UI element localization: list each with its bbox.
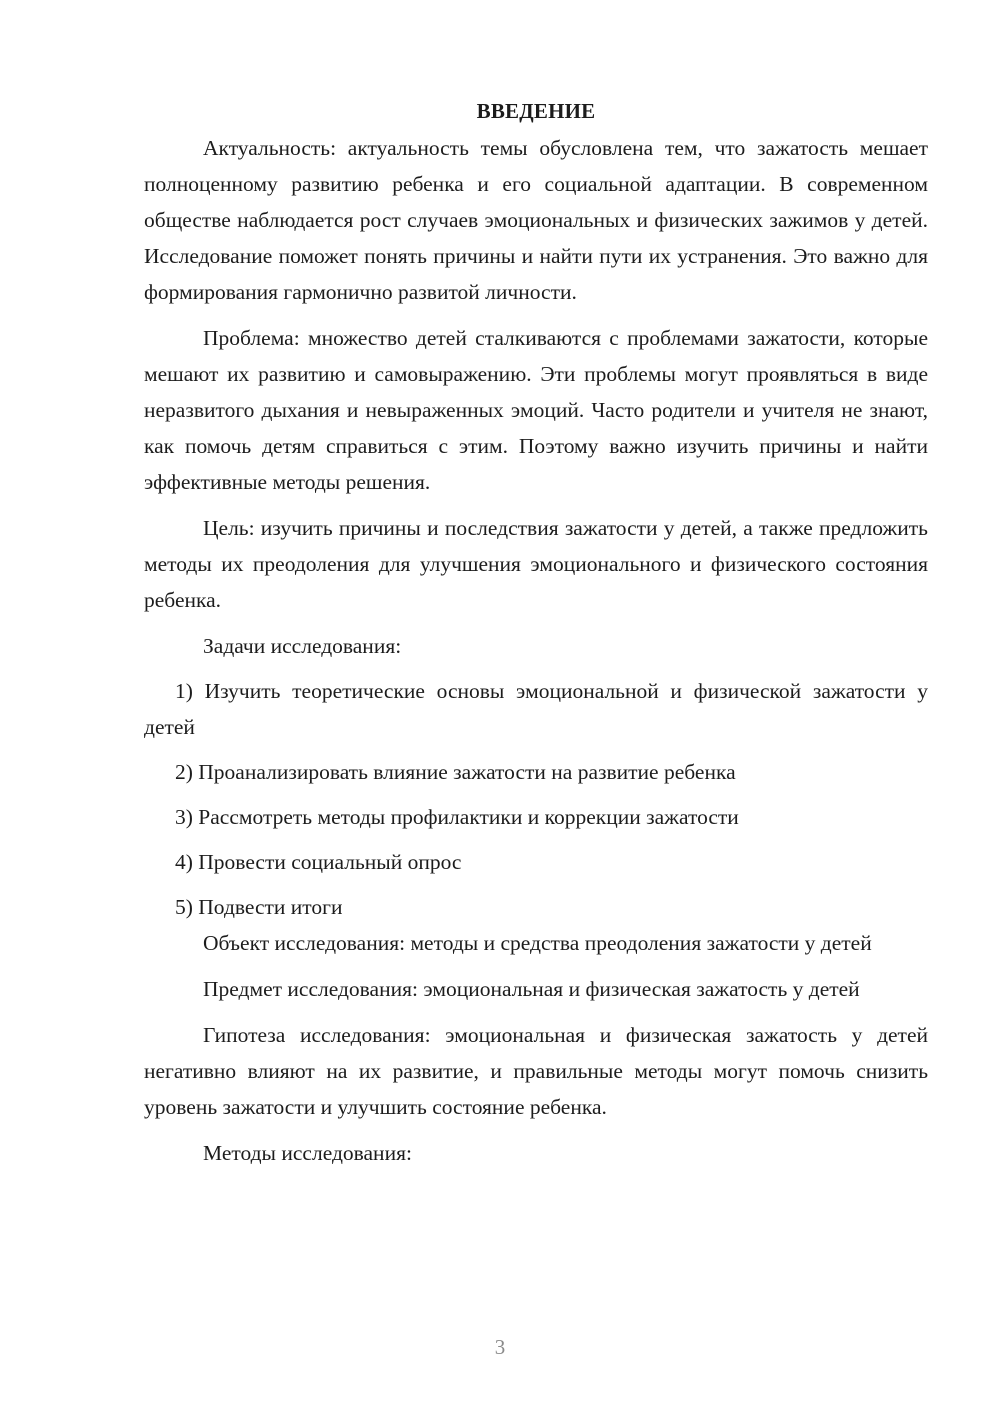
paragraph-goal: Цель: изучить причины и последствия зажатости у детей, а также предложить методы их преодоления для улучшения эмоционального и физического состояния ребенка. [144, 516, 928, 612]
tasks-list [144, 673, 928, 925]
task-item-3: 3) Рассмотреть методы профилактики и коррекции зажатости [175, 805, 739, 829]
section-title: ВВЕДЕНИЕ [476, 99, 596, 123]
paragraph-subject: Предмет исследования: эмоциональная и физическая зажатость у детей [203, 977, 860, 1001]
task-item-4: 4) Провести социальный опрос [175, 850, 462, 874]
paragraph-problem: Проблема: множество детей сталкиваются с проблемами зажатости, которые мешают их развитию и самовыражению. Эти проблемы могут проявляться в виде неразвитого дыхания и невыраженных эмоций. Часто родители и учителя не знают, как помочь детям справиться с этим. Поэтому важно изучить причины и найти эффективные методы решения. [144, 326, 928, 494]
tasks-heading: Задачи исследования: [203, 634, 402, 658]
task-item-5: 5) Подвести итоги [175, 895, 343, 919]
page-content [144, 96, 928, 1171]
task-item-1: 1) Изучить теоретические основы эмоциональной и физической зажатости у детей [144, 679, 928, 739]
paragraph-hypothesis: Гипотеза исследования: эмоциональная и физическая зажатость у детей негативно влияют на их развитие, и правильные методы могут помочь снизить уровень зажатости и улучшить состояние ребенка. [144, 1023, 928, 1119]
methods-heading: Методы исследования: [203, 1141, 412, 1165]
page-number: 3 [494, 1335, 506, 1359]
paragraph-relevance: Актуальность: актуальность темы обусловлена тем, что зажатость мешает полноценному развитию ребенка и его социальной адаптации. В современном обществе наблюдается рост случаев эмоциональных и физических зажимов у детей. Исследование поможет понять причины и найти пути их устранения. Это важно для формирования гармонично развитой личности. [144, 136, 928, 304]
paragraph-object: Объект исследования: методы и средства преодоления зажатости у детей [203, 931, 872, 955]
task-item-2: 2) Проанализировать влияние зажатости на развитие ребенка [175, 760, 736, 784]
